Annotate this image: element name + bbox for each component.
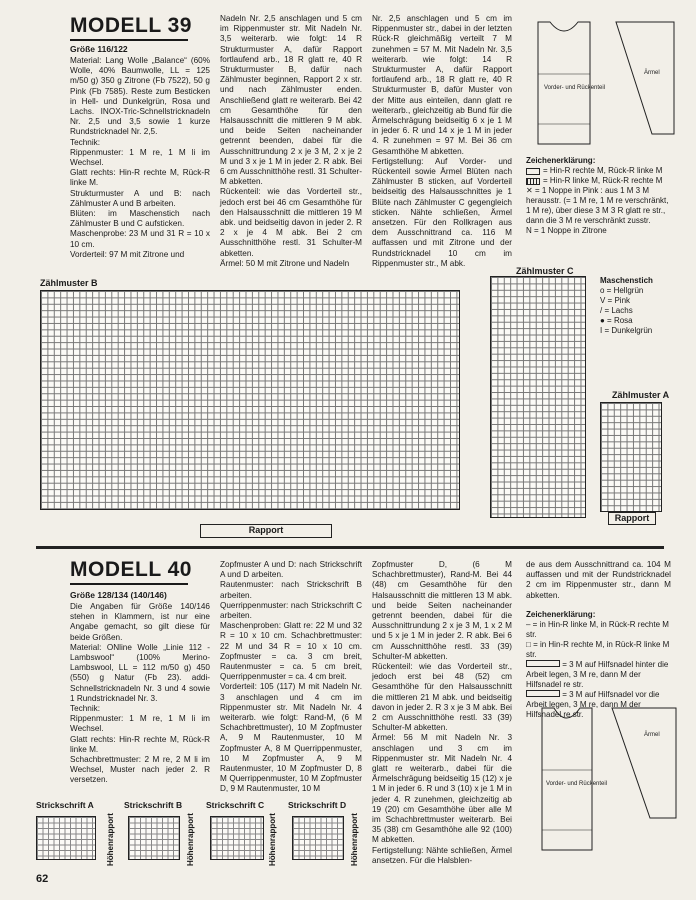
zaehlmuster-c-label: Zählmuster C (516, 266, 574, 276)
cable-back-icon (526, 660, 560, 667)
zaehlmuster-a-label: Zählmuster A (612, 390, 670, 400)
modell-39-title: MODELL 39 (70, 14, 192, 37)
page-number: 62 (36, 873, 49, 885)
strickschrift-c-grid (210, 816, 264, 860)
modell-39-body-schematic (520, 14, 612, 154)
modell-39-text-col2: Nadeln Nr. 2,5 anschlagen und 5 cm im Rippenmuster str. Mit Nadeln Nr. 3,5 weiterarb. wie folgt: 14 R Strukturmuster A, dafür Rapport fortlaufend arb., 18 R glatt re, 40 R Strukturmuster B, dafür nach Zählmuster beginnen, Rapport 2 x str. und nach Zählmuster enden. Anschließend glatt re weiterarb. Bei 42 cm Gesamthöhe für den Halsausschnitt die mittleren 9 M abk. und beide Seiten nacheinander getrennt beenden, dabei für die Ausschnittrundung 2 x je 3 M, 2 x je 2 M und 3 x je 1 M in jeder 2. R abk. Bei 6 cm Ausschnitthöhe restl. 31 Schulter-M abketten. Rückenteil: wie das Vorderteil str., jedoch erst bei 46 cm Gesamthöhe für den Halsausschnitt die mittleren 19 M abk. und beidseitig davon in jeder 2. R 2 x je 4 M abk. Bei 2 cm Ausschnitthöhe restl. 31 Schulter-M abketten. Ärmel: 50 M mit Zitrone und Nadeln (220, 14, 362, 268)
modell-39-text-col3: Nr. 2,5 anschlagen und 5 cm im Rippenmuster str., dabei in der letzten Rück-R gleichmäßig verteilt 7 M zunehmen = 57 M. Mit Nadeln Nr. 3,5 weiterarb. wie folgt: 14 R Strukturmuster A, dafür Rapport fortlaufend arb., 18 R glatt re, 40 R Strukturmuster B, dafür Muster von der Mitte aus einteilen, dann glatt re weiterarb., gleichzeitig ab Bund für die Ärmelschrägung beidseitig 6 x je 1 M in jeder 6. R und 14 x je 1 M in jeder 4. R zunehmen = 97 M. Bei 36 cm Gesamthöhe M abketten. Fertigstellung: Auf Vorder- und Rückenteil sowie Ärmel Blüten nach Zählmuster B sticken, auf Vorderteil beidseitig des Halsausschnittes je 1 Blüte nach Zählmuster C gegengleich sticken. Nähte schließen, Ärmel ansetzen. Für den Rollkragen aus dem Ausschnittrand ca. 116 M auffassen und mit Zitrone und der Rundstricknadel 10 cm im Rippenmuster str., M abk. (372, 14, 512, 268)
modell-40-text-col2: Zopfmuster A und D: nach Strickschrift A und D arbeiten. Rautenmuster: nach Strickschrift B arbeiten. Querrippenmuster: nach Strickschrift C arbeiten. Maschenproben: Glatt re: 22 M und 32 R = 10 x 10 cm. Schachbrettmuster: 22 M und 34 R = 10 x 10 cm. Zopfmuster = ca. 3 cm breit, Rautenmuster = ca. 5 cm breit, Querrippenmuster = ca. 4 cm breit. Vorderteil: 105 (117) M mit Nadeln Nr. 3 anschlagen und 4 cm im Rippenmuster str. Mit Nadeln Nr. 4 weiterarb. wie folgt: Rand-M, (6 M Schachbrettmuster), 10 M Zopfmuster A, 9 M Rautenmuster, 10 M Zopfmuster A, 8 M Querrippenmuster, 10 M Zopfmuster A, 9 M Rautenmuster, 10 M Zopfmuster D, 8 M Querrippenmuster, 10 M Zopfmuster D, 9 M Rautenmuster, 10 M (220, 560, 362, 794)
legend-item: – = in Hin-R linke M, in Rück-R rechte M str. (526, 620, 669, 639)
strickschrift-a-grid (36, 816, 96, 860)
zaehlmuster-b-rapport: Rapport (200, 524, 332, 538)
modell-40-body-schematic (526, 700, 606, 865)
hoehenrapport-label: Höhenrapport (268, 813, 277, 866)
stitch-item: o = Hellgrün (600, 286, 644, 295)
strickschrift-d (288, 800, 359, 866)
purl-symbol-icon (526, 178, 540, 185)
strickschrift-d-title: Strickschrift D (288, 800, 347, 810)
modell-40-text-col1: Die Angaben für Größe 140/146 stehen in Klammern, ist nur eine Angabe gemacht, so gilt diese für beide Größen. Material: ONline Wolle „Linie 112 - Lambswool“ (100% Merino-Lambswool, LL = 112 m/50 g) 450 (550) g Natur (Fb 23). addi-Schnellstricknadeln Nr. 3 und 4 sowie 1 Rundstricknadel Nr. 3. Technik: Rippenmuster: 1 M re, 1 M li im Wechsel. Glatt rechts: Hin-R rechte M, Rück-R linke M. Schachbrettmuster: 2 M re, 2 M li im Wechsel, Muster nach jeder 2. R versetzen. (70, 602, 210, 785)
modell-40-title: MODELL 40 (70, 558, 192, 581)
body-schematic-label: Vorder- und Rückenteil (544, 85, 606, 91)
zaehlmuster-a-grid (600, 402, 662, 512)
modell-39-legend (526, 156, 671, 236)
hoehenrapport-label: Höhenrapport (186, 813, 195, 866)
zaehlmuster-c-grid (490, 276, 586, 518)
maschenstich-title: Maschenstich (600, 276, 653, 285)
modell-40-text-col4: de aus dem Ausschnittrand ca. 104 M auffassen und mit der Rundstricknadel 2 cm im Rippenmuster str., dann M abketten. (526, 560, 671, 600)
strickschrift-b (124, 800, 195, 866)
legend-title: Zeichenerklärung: (526, 610, 596, 619)
legend-item: □ = in Hin-R rechte M, in Rück-R linke M str. (526, 640, 670, 659)
hoehenrapport-label: Höhenrapport (350, 813, 359, 866)
strickschrift-d-grid (292, 816, 344, 860)
body-schematic-label: Vorder- und Rückenteil (546, 781, 608, 787)
legend-item: N = 1 Noppe in Zitrone (526, 226, 607, 235)
legend-item: ✕ = 1 Noppe in Pink : aus 1 M 3 M herausstr. (= 1 M re, 1 M re verschränkt, 1 M re), über diese 3 M 3 R glatt re str., dann die 3 M re verschränkt zusstr. (526, 186, 669, 225)
zaehlmuster-b-grid (40, 290, 460, 510)
strickschrift-a (36, 800, 115, 866)
strickschrift-a-title: Strickschrift A (36, 800, 94, 810)
strickschrift-b-title: Strickschrift B (124, 800, 183, 810)
legend-title: Zeichenerklärung: (526, 156, 596, 165)
sleeve-schematic-label: Ärmel (644, 70, 660, 76)
legend-item: = Hin-R rechte M, Rück-R linke M (526, 166, 671, 176)
section-divider (36, 546, 664, 549)
legend-item: = Hin-R linke M, Rück-R rechte M (526, 176, 671, 186)
zaehlmuster-b-label: Zählmuster B (40, 278, 98, 288)
modell-40-size: Größe 128/134 (140/146) (70, 590, 167, 600)
zaehlmuster-a-rapport: Rapport (608, 512, 656, 525)
knit-symbol-icon (526, 168, 540, 175)
cable-front-icon (526, 690, 560, 697)
strickschrift-c (206, 800, 277, 866)
maschenstich-legend (600, 276, 690, 336)
sleeve-schematic-label: Ärmel (644, 732, 660, 738)
modell-40-sleeve-schematic (604, 700, 684, 830)
stitch-item: ● = Rosa (600, 316, 633, 325)
hoehenrapport-label: Höhenrapport (106, 813, 115, 866)
legend-item: = 3 M auf Hilfsnadel hinter die Arbeit legen, 3 M re, dann M der Hilfsnadel re str. (526, 660, 669, 689)
modell-39-size: Größe 116/122 (70, 44, 128, 54)
stitch-item: V = Pink (600, 296, 631, 305)
stitch-item: I = Dunkelgrün (600, 326, 653, 335)
modell-39-text-col1: Material: Lang Wolle „Balance“ (60% Wolle, 40% Baumwolle, LL = 125 m/50 g) 350 g Zitrone (Fb 7522), 50 g Pink (Fb 7585). Reste zum Besticken in Hell- und Dunkelgrün, Rosa und Lachs. INOX-Tric-Schnellstricknadeln Nr. 2,5 und 3,5 sowie 1 kurze Rundstricknadel Nr. 2,5. Technik: Rippenmuster: 1 M re, 1 M li im Wechsel. Glatt rechts: Hin-R rechte M, Rück-R linke M. Strukturmuster A und B: nach Zählmuster A und B arbeiten. Blüten: im Maschenstich nach Zählmuster B und C aufsticken. Maschenprobe: 23 M und 31 R = 10 x 10 cm. Vorderteil: 97 M mit Zitrone und (70, 56, 210, 259)
stitch-item: / = Lachs (600, 306, 633, 315)
modell-39-sleeve-schematic (610, 14, 680, 144)
strickschrift-b-grid (128, 816, 180, 860)
legend-item: = 3 M auf Hilfsnadel vor die Arbeit legen, 3 M re, dann M der Hilfsnadel re str. (526, 690, 660, 719)
modell-40-text-col3: Zopfmuster D, (6 M Schachbrettmuster), Rand-M. Bei 44 (48) cm Gesamthöhe für den Halsausschnitt die mittleren 13 M abk. und beide Seiten nacheinander getrennt beenden, dabei für die Ausschnittrundung 2 x je 3 M, 1 x 2 M und 5 x je 1 M in jeder 2. R abk. Bei 6 cm Ausschnitthöhe restl. 33 (39) Schulter-M abketten. Rückenteil: wie das Vorderteil str., jedoch erst bei 48 (52) cm Gesamthöhe für den Halsausschnitt die mittleren 21 M abk. und beidseitig davon in jeder 2. R 3 x je 3 M abk. Bei 2 cm Ausschnitthöhe restl. 33 (39) Schulter-M abketten. Ärmel: 56 M mit Nadeln Nr. 3 anschlagen und 3 cm im Rippenmuster str. Mit Nadeln Nr. 4 glatt re weiterarb., dabei für die Ärmelschrägung beidseitig 15 (12) x je 1 M in jeder 6. R und 3 (10) x je 1 M in jeder 4. R zunehmen, gleichzeitig ab 19 (20) cm Gesamthöhe über alle M im Schachbrettmuster weiterarb. Bei 35 (38) cm Gesamthöhe alle 92 (100) M abketten. Fertigstellung: Nähte schließen, Ärmel ansetzen. Für die Halsblen- (372, 560, 512, 865)
strickschrift-c-title: Strickschrift C (206, 800, 265, 810)
